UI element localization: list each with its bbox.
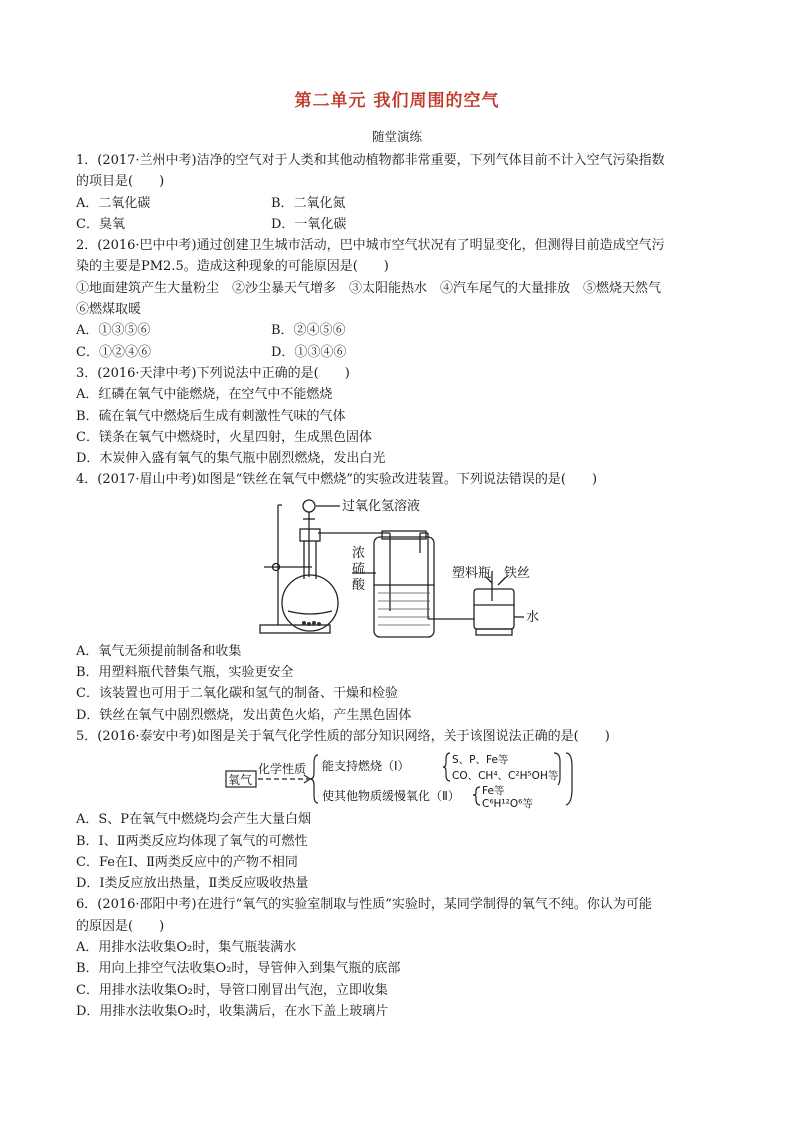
plastic-bottle [474, 589, 514, 629]
section-subtitle: 随堂演练 [371, 129, 422, 144]
option-d: D．①③④⑥ [271, 344, 347, 360]
question-6 [76, 894, 726, 1022]
apparatus-diagram [256, 493, 556, 639]
option-a: A．氧气无须提前制备和收集 [76, 643, 242, 659]
apparatus-figure [76, 491, 726, 641]
wash-bottle [374, 537, 434, 637]
label-branch-1a: S、P、Fe等 [452, 754, 509, 767]
label-acid-3: 酸 [352, 577, 366, 593]
label-chem-property: 化学性质 [258, 762, 307, 777]
option-d: D．木炭伸入盛有氧气的集气瓶中剧烈燃烧，发出白光 [76, 451, 386, 467]
question-4 [76, 469, 726, 725]
question-items: ⑥燃煤取暖 [76, 302, 142, 318]
question-stem: 的原因是( ) [76, 918, 165, 934]
page-title: 第二单元 我们周围的空气 [294, 91, 500, 111]
option-b: B．用向上排空气法收集O₂时，导管伸入到集气瓶的底部 [76, 961, 401, 977]
option-c: C．Fe在Ⅰ、Ⅱ两类反应中的产物不相同 [76, 854, 298, 870]
question-items: ①地面建筑产生大量粉尘 ②沙尘暴天气增多 ③太阳能热水 ④汽车尾气的大量排放 ⑤燃烧天然气 [76, 280, 662, 296]
option-c: C．①②④⑥ [76, 344, 151, 360]
label-oxygen: 氧气 [228, 773, 253, 788]
question-2 [76, 235, 726, 363]
question-stem: 2．(2016·巴中中考)通过创建卫生城市活动，巴中城市空气状况有了明显变化，但测得目前造成空气污 [76, 238, 665, 254]
label-peroxide: 过氧化氢溶液 [342, 498, 421, 514]
option-d: D．铁丝在氧气中剧烈燃烧，发出黄色火焰，产生黑色固体 [76, 707, 412, 723]
question-list [76, 150, 726, 1022]
question-stem: 6．(2016·邵阳中考)在进行“氧气的实验室制取与性质”实验时，某同学制得的氧气不纯。你认为可能 [76, 897, 652, 913]
question-stem: 的项目是( ) [76, 174, 165, 190]
option-c: C．该装置也可用于二氧化碳和氢气的制备、干燥和检验 [76, 686, 398, 702]
option-d: D．用排水法收集O₂时，收集满后，在水下盖上玻璃片 [76, 1003, 389, 1019]
knowledge-network-diagram [222, 749, 582, 809]
label-plastic-bottle: 塑料瓶 [452, 565, 492, 581]
question-stem: 1．(2017·兰州中考)洁净的空气对于人类和其他动植物都非常重要，下列气体目前不计入空气污染指数 [76, 153, 665, 168]
label-branch-1b: CO、CH⁴、C²H⁵OH等 [452, 770, 559, 783]
label-acid-1: 浓 [352, 545, 366, 561]
option-b: B．二氧化氮 [271, 195, 346, 211]
label-acid-2: 硫 [352, 561, 366, 577]
question-stem: 5．(2016·泰安中考)如图是关于氧气化学性质的部分知识网络，关于该图说法正确的是( ) [76, 728, 610, 744]
question-1 [76, 150, 726, 235]
knowledge-network-figure [76, 747, 726, 809]
option-c: C．镁条在氧气中燃烧时，火星四射，生成黑色固体 [76, 429, 372, 445]
separatory-funnel [303, 500, 315, 512]
option-c: C．臭氧 [76, 216, 125, 232]
question-5 [76, 726, 726, 894]
option-b: B．硫在氧气中燃烧后生成有刺激性气味的气体 [76, 408, 346, 424]
option-a: A．红磷在氧气中能燃烧，在空气中不能燃烧 [76, 387, 333, 403]
option-a: A．二氧化碳 [76, 195, 151, 211]
option-d: D．一氧化碳 [271, 216, 347, 232]
main-brace [310, 755, 318, 803]
question-stem: 4．(2017·眉山中考)如图是“铁丝在氧气中燃烧”的实验改进装置。下列说法错误的是( ) [76, 472, 598, 488]
label-branch-2b: C⁶H¹²O⁶等 [482, 798, 533, 810]
label-branch-2a: Fe等 [482, 785, 505, 798]
option-b: B．②④⑤⑥ [271, 323, 346, 339]
option-b: B．Ⅰ、Ⅱ两类反应均体现了氧气的可燃性 [76, 833, 308, 849]
question-stem: 3．(2016·天津中考)下列说法中正确的是( ) [76, 365, 350, 381]
option-a: A．用排水法收集O₂时，集气瓶装满水 [76, 940, 297, 956]
flask-stopper [300, 529, 320, 541]
label-branch-1: 能支持燃烧（Ⅰ） [322, 759, 410, 774]
question-stem: 染的主要是PM2.5。造成这种现象的可能原因是( ) [76, 259, 389, 275]
option-c: C．用排水法收集O₂时，导管口刚冒出气泡，立即收集 [76, 982, 388, 998]
label-water: 水 [526, 609, 540, 625]
option-b: B．用塑料瓶代替集气瓶，实验更安全 [76, 665, 294, 681]
question-3 [76, 363, 726, 469]
option-a: A．S、P在氧气中燃烧均会产生大量白烟 [76, 812, 312, 828]
label-iron-wire: 铁丝 [504, 565, 531, 581]
option-a: A．①③⑤⑥ [76, 323, 151, 339]
label-branch-2: 使其他物质缓慢氧化（Ⅱ） [322, 789, 460, 804]
option-d: D．Ⅰ类反应放出热量，Ⅱ类反应吸收热量 [76, 876, 309, 892]
